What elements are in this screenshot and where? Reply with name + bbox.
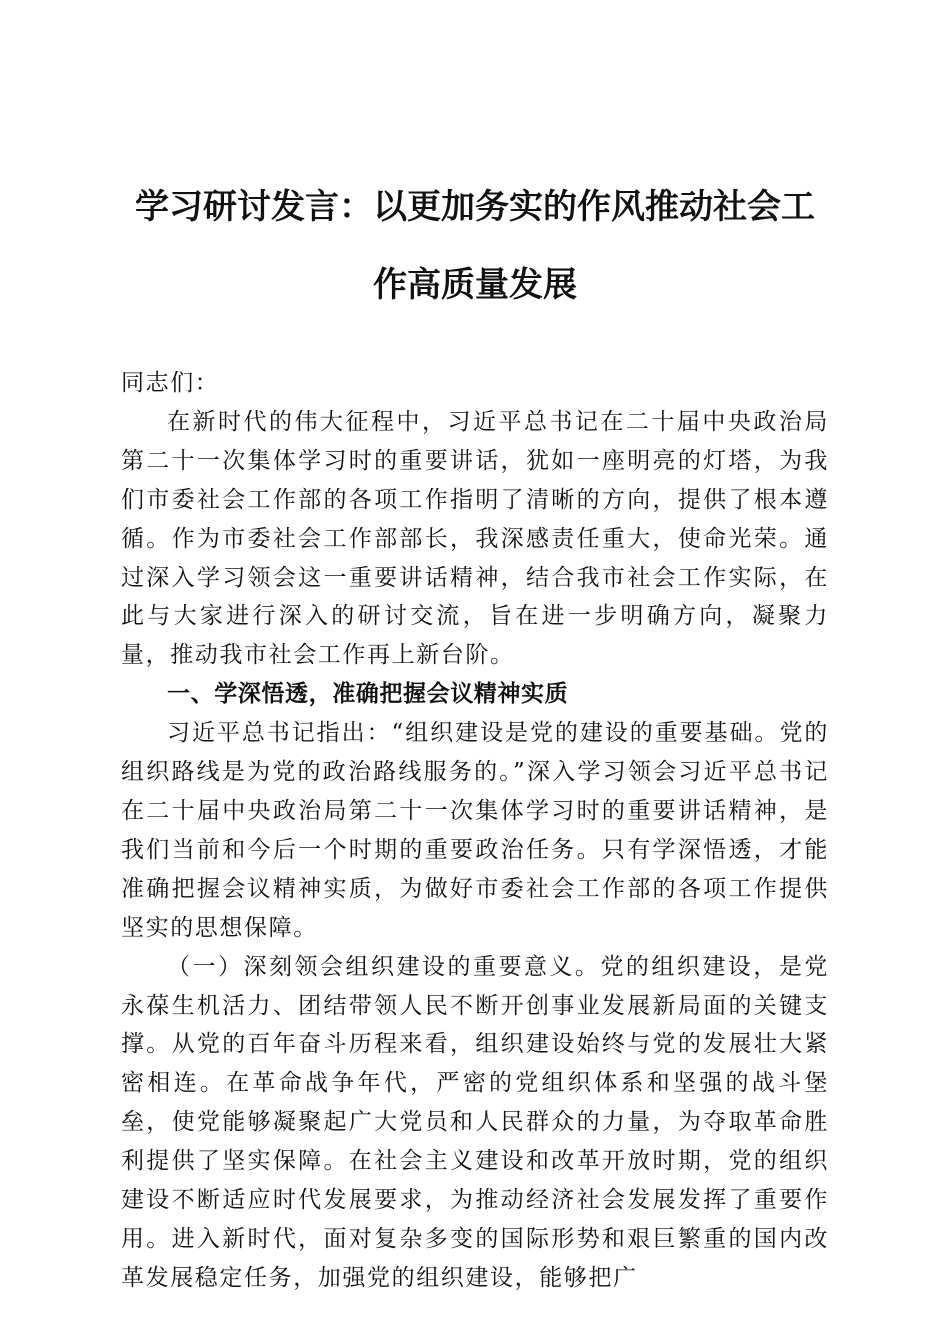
- section-1-paragraph: 习近平总书记指出：“组织建设是党的建设的重要基础。党的组织路线是为党的政治路线服务的。”深入学习领会习近平总书记在二十届中央政治局第二十一次集体学习时的重要讲话精神，是我们当前和今后一个时期的重要政治任务。只有学深悟透，才能准确把握会议精神实质，为做好市委社会工作部的各项工作提供坚实的思想保障。: [121, 720, 829, 941]
- salutation: 同志们：: [121, 370, 220, 396]
- section-heading-1: 一、学深悟透，准确把握会议精神实质: [167, 681, 569, 708]
- subsection-heading-1: （一）深刻领会组织建设的重要意义。: [167, 953, 601, 980]
- title-line-1: 学习研讨发言：以更加务实的作风推动社会工: [135, 187, 815, 227]
- document-body: [121, 364, 829, 1298]
- subsection-1-paragraph: [121, 948, 829, 1298]
- document-title: [100, 168, 850, 324]
- intro-paragraph: 在新时代的伟大征程中，习近平总书记在二十届中央政治局第二十一次集体学习时的重要讲话，犹如一座明亮的灯塔，为我们市委社会工作部的各项工作指明了清晰的方向，提供了根本遵循。作为市委社会工作部部长，我深感责任重大，使命光荣。通过深入学习领会这一重要讲话精神，结合我市社会工作实际，在此与大家进行深入的研讨交流，旨在进一步明确方向，凝聚力量，推动我市社会工作再上新台阶。: [121, 408, 829, 669]
- subsection-1-text: 党的组织建设，是党永葆生机活力、团结带领人民不断开创事业发展新局面的关键支撑。从党的百年奋斗历程来看，组织建设始终与党的发展壮大紧密相连。在革命战争年代，严密的党组织体系和坚强的战斗堡垒，使党能够凝聚起广大党员和人民群众的力量，为夺取革命胜利提供了坚实保障。在社会主义建设和改革开放时期，党的组织建设不断适应时代发展要求，为推动经济社会发展发挥了重要作用。进入新时代，面对复杂多变的国际形势和艰巨繁重的国内改革发展稳定任务，加强党的组织建设，能够把广: [121, 953, 830, 1291]
- title-line-2: 作高质量发展: [373, 265, 577, 305]
